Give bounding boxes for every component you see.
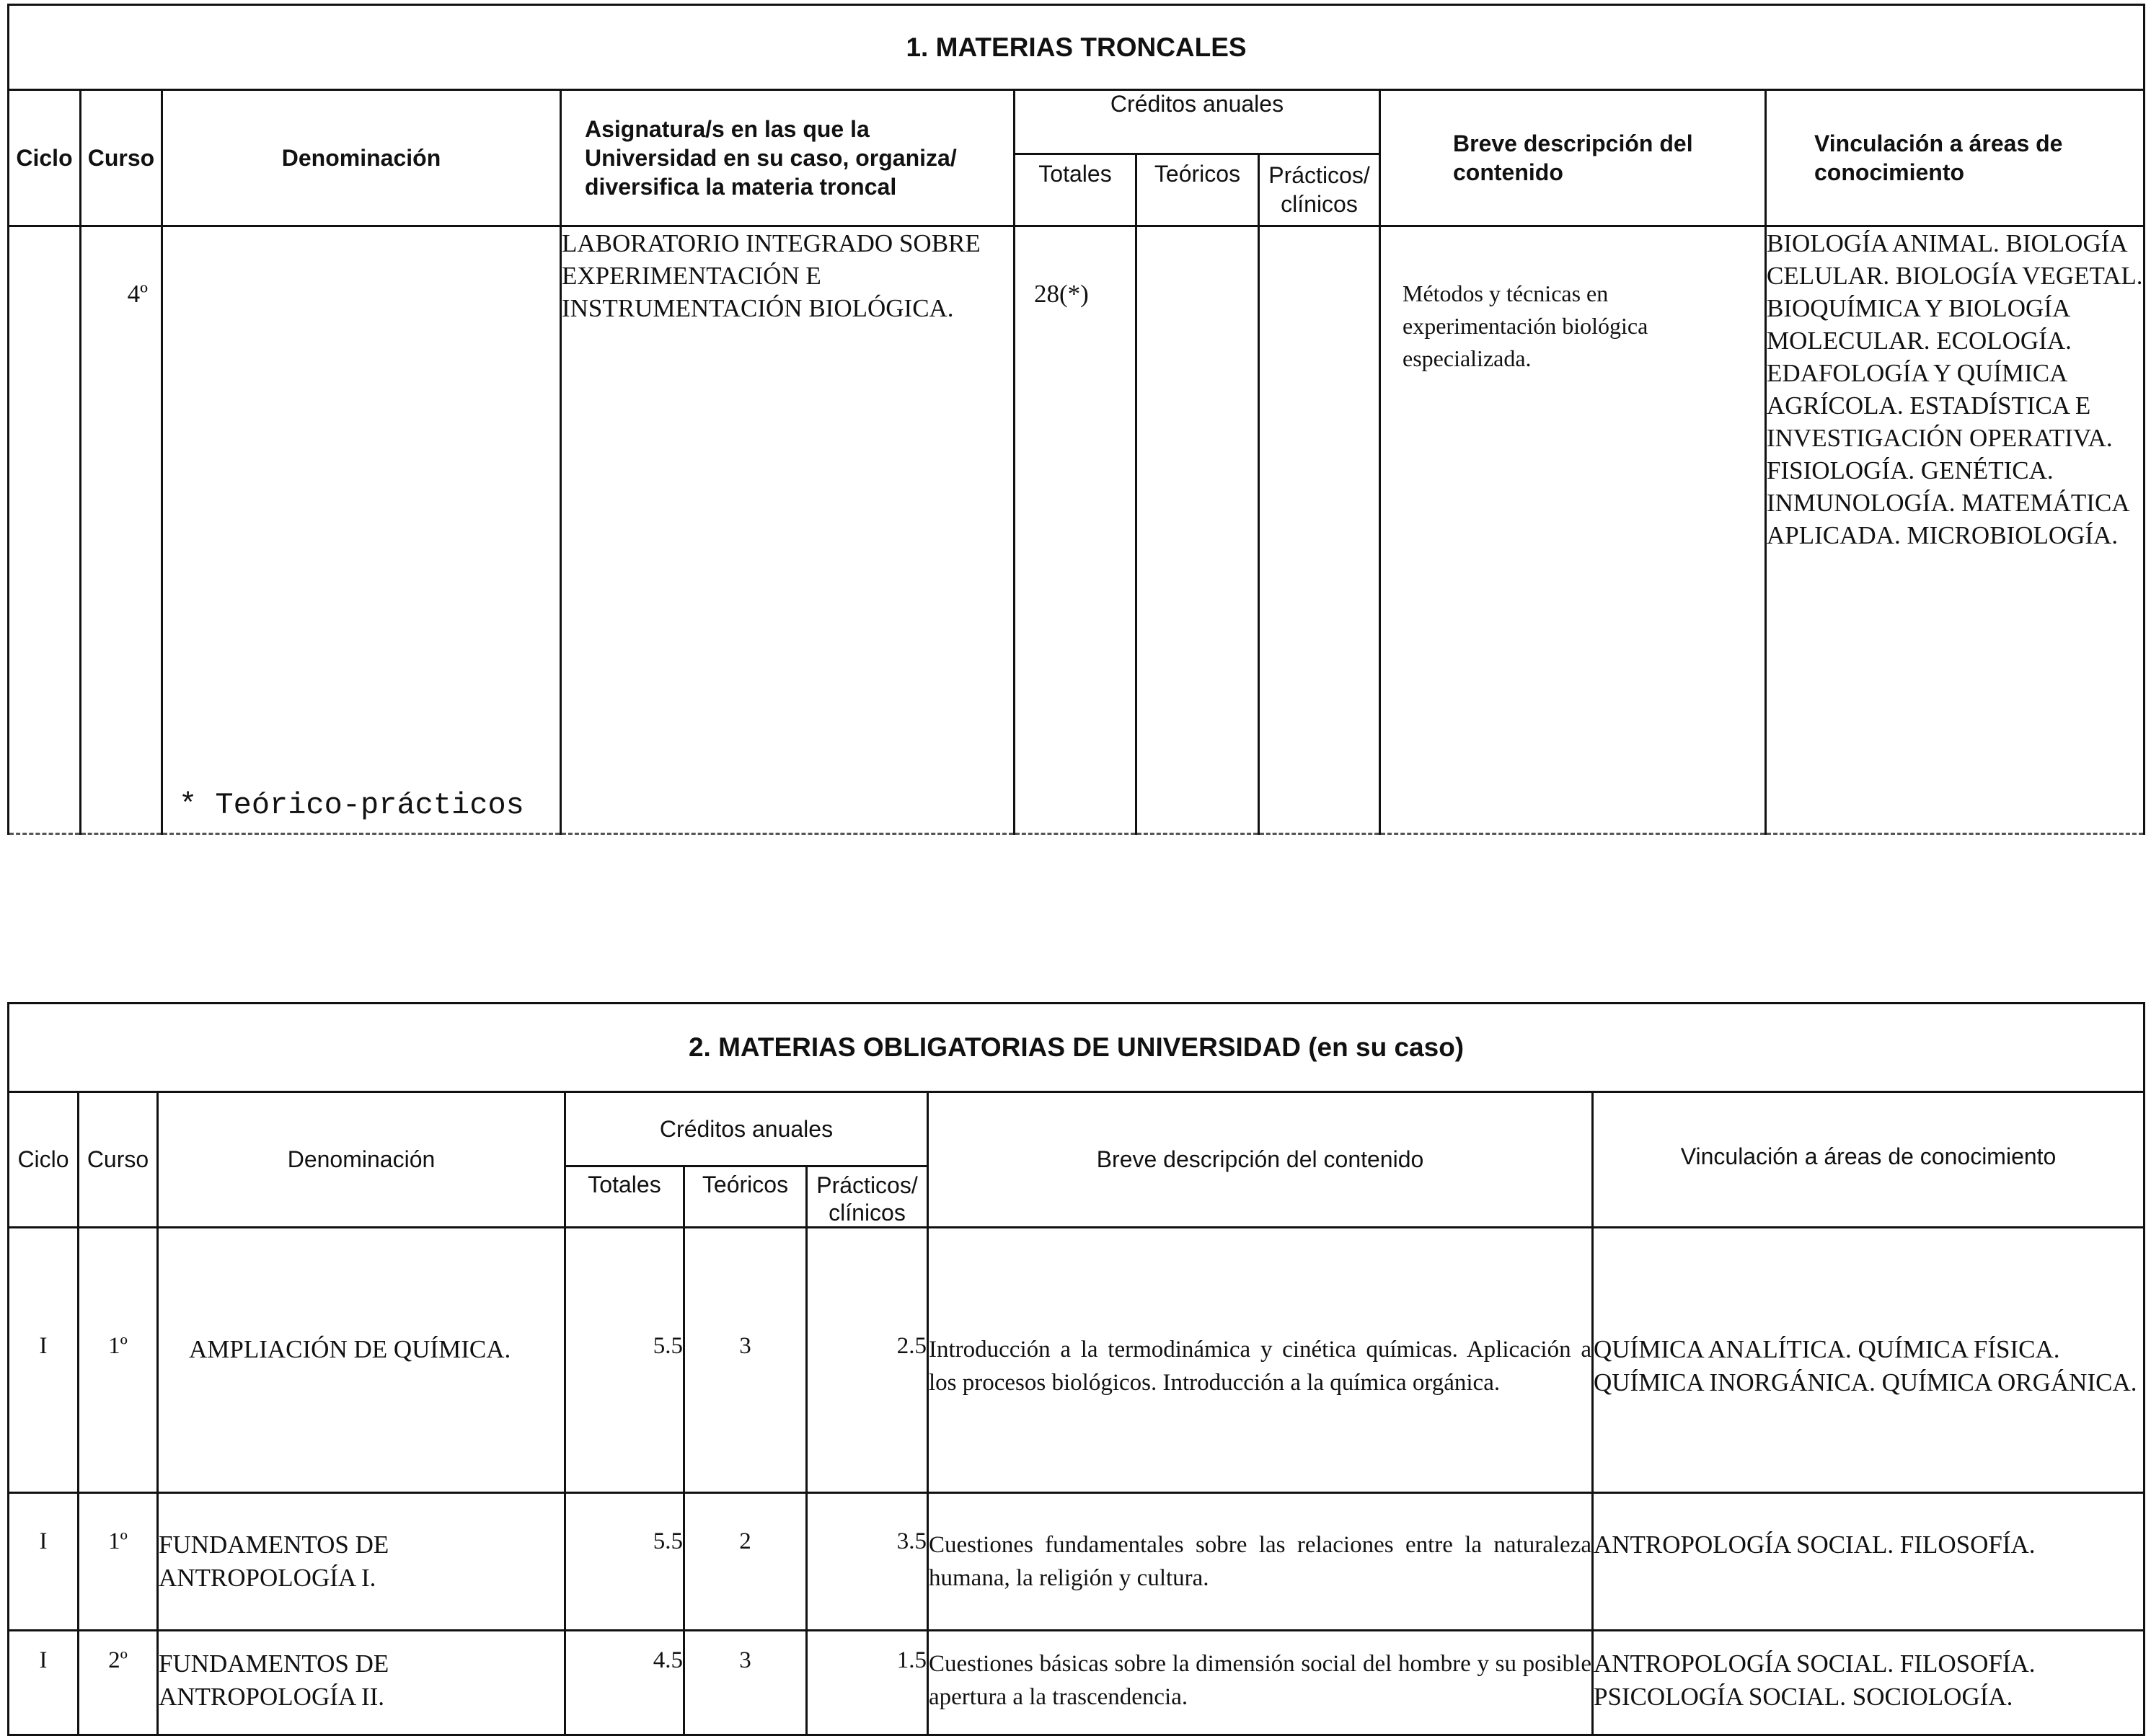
header-teoricos: Teóricos <box>1136 154 1259 226</box>
header-totales: Totales <box>565 1166 684 1228</box>
cell-totales: 28(*) <box>1015 226 1136 834</box>
table-row <box>9 1493 2145 1631</box>
header-descripcion: Breve descripción del contenido <box>928 1092 1593 1228</box>
table-title: 1. MATERIAS TRONCALES <box>9 5 2145 90</box>
header-creditos: Créditos anuales <box>565 1092 928 1166</box>
cell-denominacion: FUNDAMENTOS DE ANTROPOLOGÍA II. <box>158 1631 565 1735</box>
header-vinculacion: Vinculación a áreas de conocimiento <box>1766 90 2145 226</box>
materias-obligatorias-table <box>7 1002 2145 1736</box>
cell-denominacion: FUNDAMENTOS DE ANTROPOLOGÍA I. <box>158 1493 565 1631</box>
header-denominacion: Denominación <box>158 1092 565 1228</box>
header-asignatura: Asignatura/s en las que la Universidad en su caso, organiza/ diversifica la materia troncal <box>561 90 1015 226</box>
cell-teoricos: 3 <box>684 1228 807 1493</box>
header-creditos: Créditos anuales <box>1015 90 1380 154</box>
header-curso: Curso <box>81 90 162 226</box>
cell-curso: 4º <box>81 226 162 834</box>
cell-ciclo <box>9 226 81 834</box>
cell-teoricos: 3 <box>684 1631 807 1735</box>
header-curso: Curso <box>79 1092 158 1228</box>
header-totales: Totales <box>1015 154 1136 226</box>
header-practicos: Prácticos/ clínicos <box>807 1166 928 1228</box>
cell-curso: 1º <box>79 1228 158 1493</box>
cell-areas: QUÍMICA ANALÍTICA. QUÍMICA FÍSICA. QUÍMICA INORGÁNICA. QUÍMICA ORGÁNICA. <box>1593 1228 2145 1493</box>
cell-descripcion: Cuestiones básicas sobre la dimensión social del hombre y su posible apertura a la trascendencia. <box>928 1631 1593 1735</box>
header-denominacion: Denominación <box>162 90 561 226</box>
cell-curso: 1º <box>79 1493 158 1631</box>
cell-areas: ANTROPOLOGÍA SOCIAL. FILOSOFÍA. PSICOLOGÍA SOCIAL. SOCIOLOGÍA. <box>1593 1631 2145 1735</box>
cell-areas: BIOLOGÍA ANIMAL. BIOLOGÍA CELULAR. BIOLOGÍA VEGETAL. BIOQUÍMICA Y BIOLOGÍA MOLECULAR. ECOLOGÍA. EDAFOLOGÍA Y QUÍMICA AGRÍCOLA. ESTADÍSTICA E INVESTIGACIÓN OPERATIVA. FISIOLOGÍA. GENÉTICA. INMUNOLOGÍA. MATEMÁTICA APLICADA. MICROBIOLOGÍA. <box>1766 226 2145 834</box>
cell-descripcion: Introducción a la termodinámica y cinética químicas. Aplicación a los procesos biológicos. Introducción a la química orgánica. <box>928 1228 1593 1493</box>
header-practicos: Prácticos/ clínicos <box>1259 154 1380 226</box>
cell-practicos: 1.5 <box>807 1631 928 1735</box>
cell-asignatura: LABORATORIO INTEGRADO SOBRE EXPERIMENTACIÓN E INSTRUMENTACIÓN BIOLÓGICA. <box>561 226 1015 834</box>
footnote-teorico-practicos: * Teórico-prácticos <box>179 788 524 823</box>
cell-ciclo: I <box>9 1631 79 1735</box>
header-ciclo: Ciclo <box>9 90 81 226</box>
header-teoricos: Teóricos <box>684 1166 807 1228</box>
header-ciclo: Ciclo <box>9 1092 79 1228</box>
cell-practicos: 3.5 <box>807 1493 928 1631</box>
cell-totales: 5.5 <box>565 1228 684 1493</box>
table-row <box>9 1631 2145 1735</box>
table-title: 2. MATERIAS OBLIGATORIAS DE UNIVERSIDAD (en su caso) <box>9 1004 2145 1092</box>
cell-teoricos <box>1136 226 1259 834</box>
cell-descripcion: Cuestiones fundamentales sobre las relaciones entre la naturaleza humana, la religión y cultura. <box>928 1493 1593 1631</box>
header-descripcion: Breve descripción del contenido <box>1380 90 1766 226</box>
cell-teoricos: 2 <box>684 1493 807 1631</box>
cell-ciclo: I <box>9 1493 79 1631</box>
cell-practicos: 2.5 <box>807 1228 928 1493</box>
cell-ciclo: I <box>9 1228 79 1493</box>
cell-denominacion <box>162 226 561 834</box>
cell-totales: 5.5 <box>565 1493 684 1631</box>
cell-areas: ANTROPOLOGÍA SOCIAL. FILOSOFÍA. <box>1593 1493 2145 1631</box>
cell-curso: 2º <box>79 1631 158 1735</box>
cell-denominacion: AMPLIACIÓN DE QUÍMICA. <box>158 1228 565 1493</box>
cell-totales: 4.5 <box>565 1631 684 1735</box>
header-vinculacion: Vinculación a áreas de conocimiento <box>1593 1092 2145 1228</box>
materias-troncales-table <box>7 4 2145 835</box>
cell-practicos <box>1259 226 1380 834</box>
table-row <box>9 1228 2145 1493</box>
cell-descripcion: Métodos y técnicas en experimentación biológica especializada. <box>1380 226 1766 834</box>
